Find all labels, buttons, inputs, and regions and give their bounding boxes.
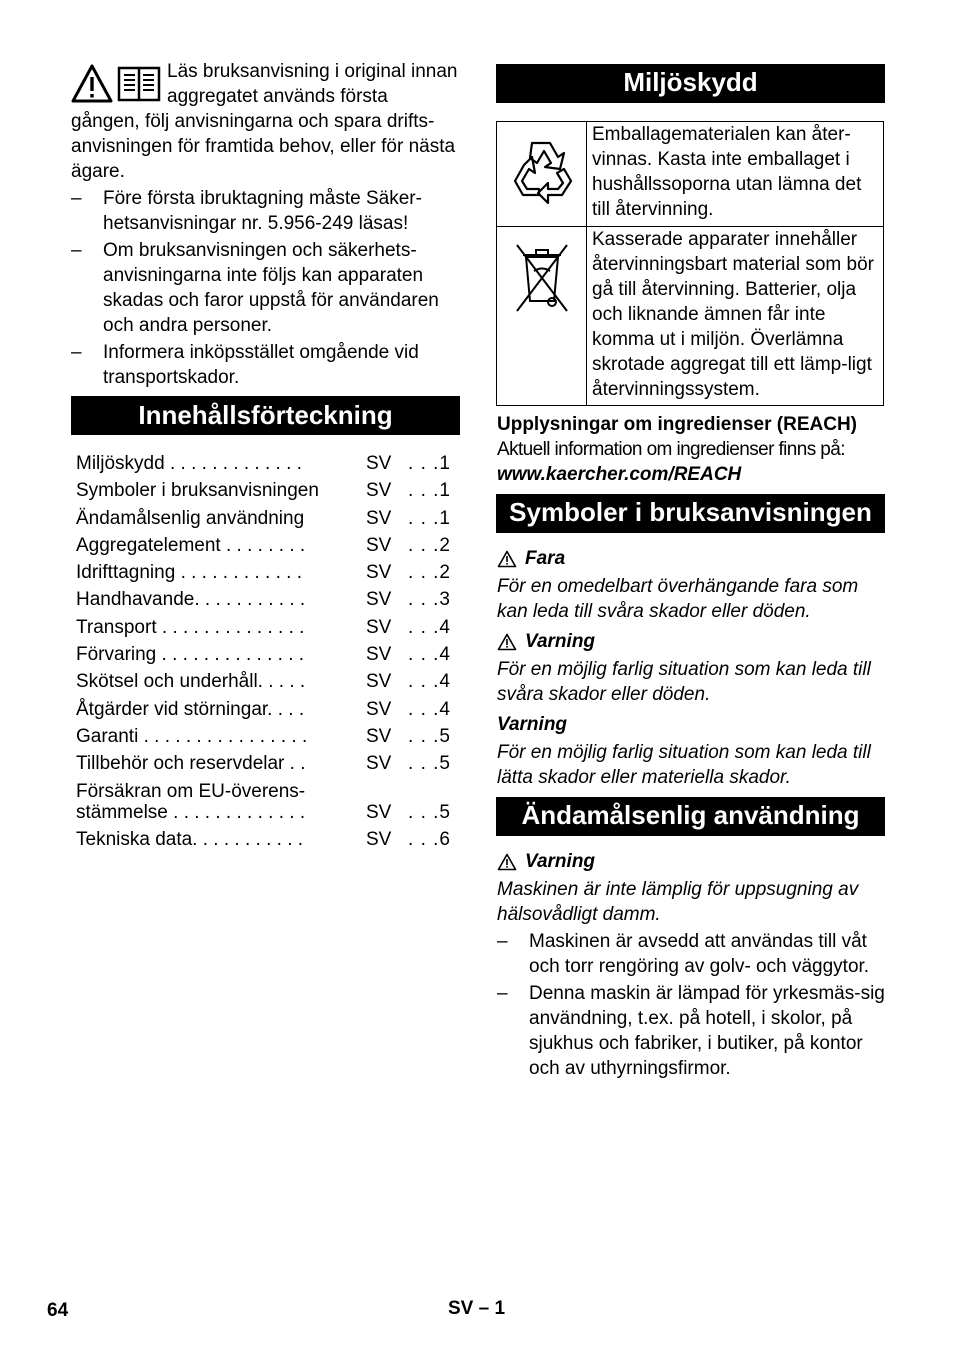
- warning-triangle-icon: [497, 550, 517, 568]
- toc-entry-lang: SV: [366, 480, 392, 502]
- toc-entry-lang: SV: [366, 453, 392, 474]
- toc-entry-page: . . .5: [408, 753, 451, 775]
- list-item: – Maskinen är avsedd att användas till våt och torr rengöring av golv- och väggytor.: [497, 931, 870, 977]
- toc-entry-page: . . .6: [408, 828, 451, 850]
- toc-entry-lang: SV: [366, 753, 392, 775]
- reach-link[interactable]: www.kaercher.com/REACH: [497, 464, 742, 485]
- toc-row[interactable]: [76, 827, 456, 854]
- toc-entry-lang: SV: [366, 534, 392, 556]
- toc-row[interactable]: [76, 779, 456, 827]
- list-item: – Om bruksanvisningen och säkerhets-anvisningarna inte följs kan apparaten skadas och faror uppstå för användaren och andra personer.: [71, 240, 439, 336]
- toc-row[interactable]: [76, 669, 456, 696]
- toc-row[interactable]: [76, 506, 456, 533]
- intro-block: [71, 59, 460, 390]
- toc-entry-lang: SV: [366, 725, 392, 747]
- toc-entry-lang: SV: [366, 507, 392, 529]
- toc-entry-lang: SV: [366, 671, 392, 693]
- toc-entry-lang: SV: [366, 828, 392, 850]
- danger-label: Fara: [497, 546, 887, 571]
- intro-text: Läs bruksanvisning i original innan aggregatet används första gången, följ anvisningarna och spara drifts-anvisningen för framtida behov, eller för nästa ägare.: [71, 61, 458, 182]
- recycle-text: Emballagematerialen kan åter-vinnas. Kasta inte emballaget i hushållssoporna utan lämna det till återvinning.: [587, 122, 884, 227]
- toc-entry-title: Aggregatelement . . . . . . . .: [76, 534, 306, 556]
- warning-triangle-icon: [497, 633, 517, 651]
- toc-entry-title: Miljöskydd . . . . . . . . . . . . .: [76, 453, 302, 474]
- toc-entry-lang: SV: [366, 801, 392, 823]
- crossed-bin-icon: [514, 239, 570, 315]
- table-row: [497, 122, 884, 227]
- toc-row[interactable]: [76, 587, 456, 614]
- toc-entry-title: Transport . . . . . . . . . . . . . .: [76, 616, 305, 638]
- manual-book-icon: [117, 64, 161, 104]
- section-page-label: SV – 1: [448, 1298, 506, 1319]
- toc-row[interactable]: [76, 478, 456, 505]
- intro-icons: [71, 64, 163, 108]
- toc-entry-page: . . .4: [408, 616, 451, 638]
- toc-entry-page: . . .4: [408, 698, 451, 720]
- toc-entry-title: Idrifttagning . . . . . . . . . . . .: [76, 562, 302, 584]
- warning-triangle-icon: [71, 64, 113, 104]
- toc-entry-page: . . .1: [408, 480, 451, 502]
- toc-entry-page: . . .5: [408, 725, 451, 747]
- toc-entry-title: Åtgärder vid störningar. . . .: [76, 698, 305, 720]
- toc-row[interactable]: [76, 751, 456, 778]
- toc-entry-title-cont: stämmelse . . . . . . . . . . . . .: [76, 801, 306, 823]
- toc-row[interactable]: [76, 615, 456, 642]
- intended-use-list: [497, 929, 887, 1081]
- reach-text: Aktuell information om ingredienser finns på:: [497, 439, 845, 460]
- toc-entry-page: . . .4: [408, 644, 451, 666]
- list-item: – Informera inköpsstället omgående vid transportskador.: [71, 342, 419, 388]
- toc-entry-title: Förvaring . . . . . . . . . . . . . .: [76, 644, 305, 666]
- toc-entry-page: . . .3: [408, 589, 451, 611]
- toc-entry-title: Tekniska data. . . . . . . . . . .: [76, 828, 304, 850]
- toc-entry-page: . . .4: [408, 671, 451, 693]
- miljoskydd-heading: Miljöskydd: [496, 64, 885, 103]
- recycle-icon: [504, 137, 580, 211]
- symbols-heading: Symboler i bruksanvisningen: [496, 494, 885, 533]
- intended-use-block: [497, 846, 887, 1081]
- reach-heading: Upplysningar om ingredienser (REACH): [497, 414, 857, 435]
- page-number: 64: [47, 1300, 69, 1321]
- toc-entry-page: . . .1: [408, 507, 451, 529]
- toc-row[interactable]: [76, 697, 456, 724]
- disposal-text: Kasserade apparater innehåller återvinningsbart material som bör gå till återvinning. Batterier, olja och liknande ämnen får inte komma ut i miljön. Överlämna skrotade aggregat till ett lämp-ligt återvinningssystem.: [587, 227, 884, 406]
- toc-row[interactable]: [76, 724, 456, 751]
- table-of-contents: [76, 451, 456, 854]
- toc-entry-page: . . .2: [408, 534, 451, 556]
- caution-label: Varning: [497, 714, 568, 735]
- toc-entry-title: Handhavande. . . . . . . . . . .: [76, 589, 306, 611]
- toc-entry-lang: SV: [366, 616, 392, 638]
- toc-row[interactable]: [76, 560, 456, 587]
- environment-table: [496, 121, 884, 406]
- caution-text: För en möjlig farlig situation som kan leda till lätta skador eller materiella skador.: [497, 742, 871, 788]
- toc-row[interactable]: [76, 451, 456, 478]
- symbols-block: [497, 543, 887, 790]
- warning-text: För en möjlig farlig situation som kan leda till svåra skador eller döden.: [497, 659, 871, 705]
- danger-text: För en omedelbart överhängande fara som kan leda till svåra skador eller döden.: [497, 576, 859, 622]
- list-item: – Före första ibruktagning måste Säker-hetsanvisningar nr. 5.956-249 läsas!: [71, 188, 422, 234]
- toc-entry-page: . . .5: [408, 801, 451, 823]
- toc-entry-lang: SV: [366, 562, 392, 584]
- toc-heading: Innehållsförteckning: [71, 396, 460, 435]
- toc-entry-lang: SV: [366, 698, 392, 720]
- toc-entry-lang: SV: [366, 589, 392, 611]
- warning-label: Varning: [497, 849, 887, 874]
- toc-entry-page: . . .1: [408, 453, 451, 474]
- toc-entry-title: Garanti . . . . . . . . . . . . . . . .: [76, 725, 308, 747]
- toc-entry-title: Ändamålsenlig användning: [76, 507, 305, 529]
- table-row: [497, 227, 884, 406]
- list-item: – Denna maskin är lämpad för yrkesmäs-sig användning, t.ex. på hotell, i skolor, på sjukhus och fabriker, i butiker, på kontor och av uthyrningsfirmor.: [497, 983, 885, 1079]
- intro-list: [71, 186, 460, 390]
- toc-entry-lang: SV: [366, 644, 392, 666]
- reach-block: [497, 412, 887, 487]
- toc-entry-title: Försäkran om EU-överens-: [76, 780, 306, 802]
- toc-entry-page: . . .2: [408, 562, 451, 584]
- warning-triangle-icon: [497, 853, 517, 871]
- toc-entry-title: Symboler i bruksanvisningen: [76, 480, 319, 502]
- warning-text: Maskinen är inte lämplig för uppsugning av hälsovådligt damm.: [497, 879, 859, 925]
- toc-entry-title: Skötsel och underhåll. . . . .: [76, 671, 306, 693]
- intended-use-heading: Ändamålsenlig användning: [496, 797, 885, 836]
- warning-label: Varning: [497, 629, 887, 654]
- toc-row[interactable]: [76, 642, 456, 669]
- toc-entry-title: Tillbehör och reservdelar . .: [76, 753, 306, 775]
- toc-row[interactable]: [76, 533, 456, 560]
